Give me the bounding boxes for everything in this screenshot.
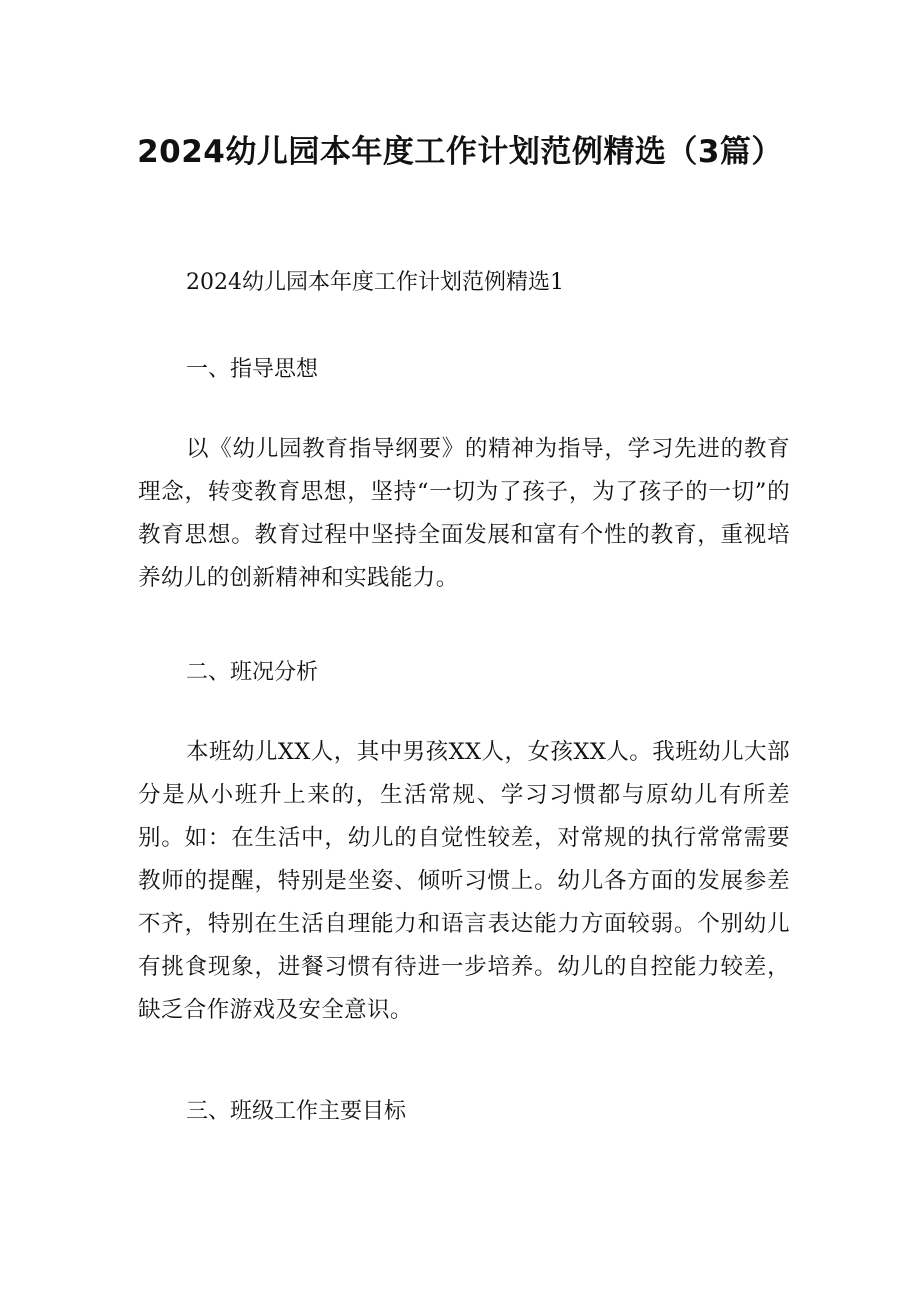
paragraph-guiding-ideology: 以《幼儿园教育指导纲要》的精神为指导，学习先进的教育理念，转变教育思想，坚持“一切为了孩子，为了孩子的一切”的教育思想。教育过程中坚持全面发展和富有个性的教育，重视培养幼儿的创新精神和实践能力。 (138, 436, 790, 591)
section-heading-main-goals: 三、班级工作主要目标 (186, 1099, 407, 1124)
document-title: 2024幼儿园本年度工作计划范例精选（3篇） (137, 134, 783, 170)
section-heading-guiding-ideology: 一、指导思想 (186, 357, 319, 382)
section-heading-class-analysis: 二、班况分析 (186, 660, 319, 685)
paragraph-class-analysis: 本班幼儿XX人，其中男孩XX人，女孩XX人。我班幼儿大部分是从小班升上来的，生活常规、学习习惯都与原幼儿有所差别。如：在生活中，幼儿的自觉性较差，对常规的执行常常需要教师的提醒，特别是坐姿、倾听习惯上。幼儿各方面的发展参差不齐，特别在生活自理能力和语言表达能力方面较弱。个别幼儿有挑食现象，进餐习惯有待进一步培养。幼儿的自控能力较差，缺乏合作游戏及安全意识。 (138, 739, 790, 1023)
document-subtitle: 2024幼儿园本年度工作计划范例精选1 (186, 270, 564, 295)
